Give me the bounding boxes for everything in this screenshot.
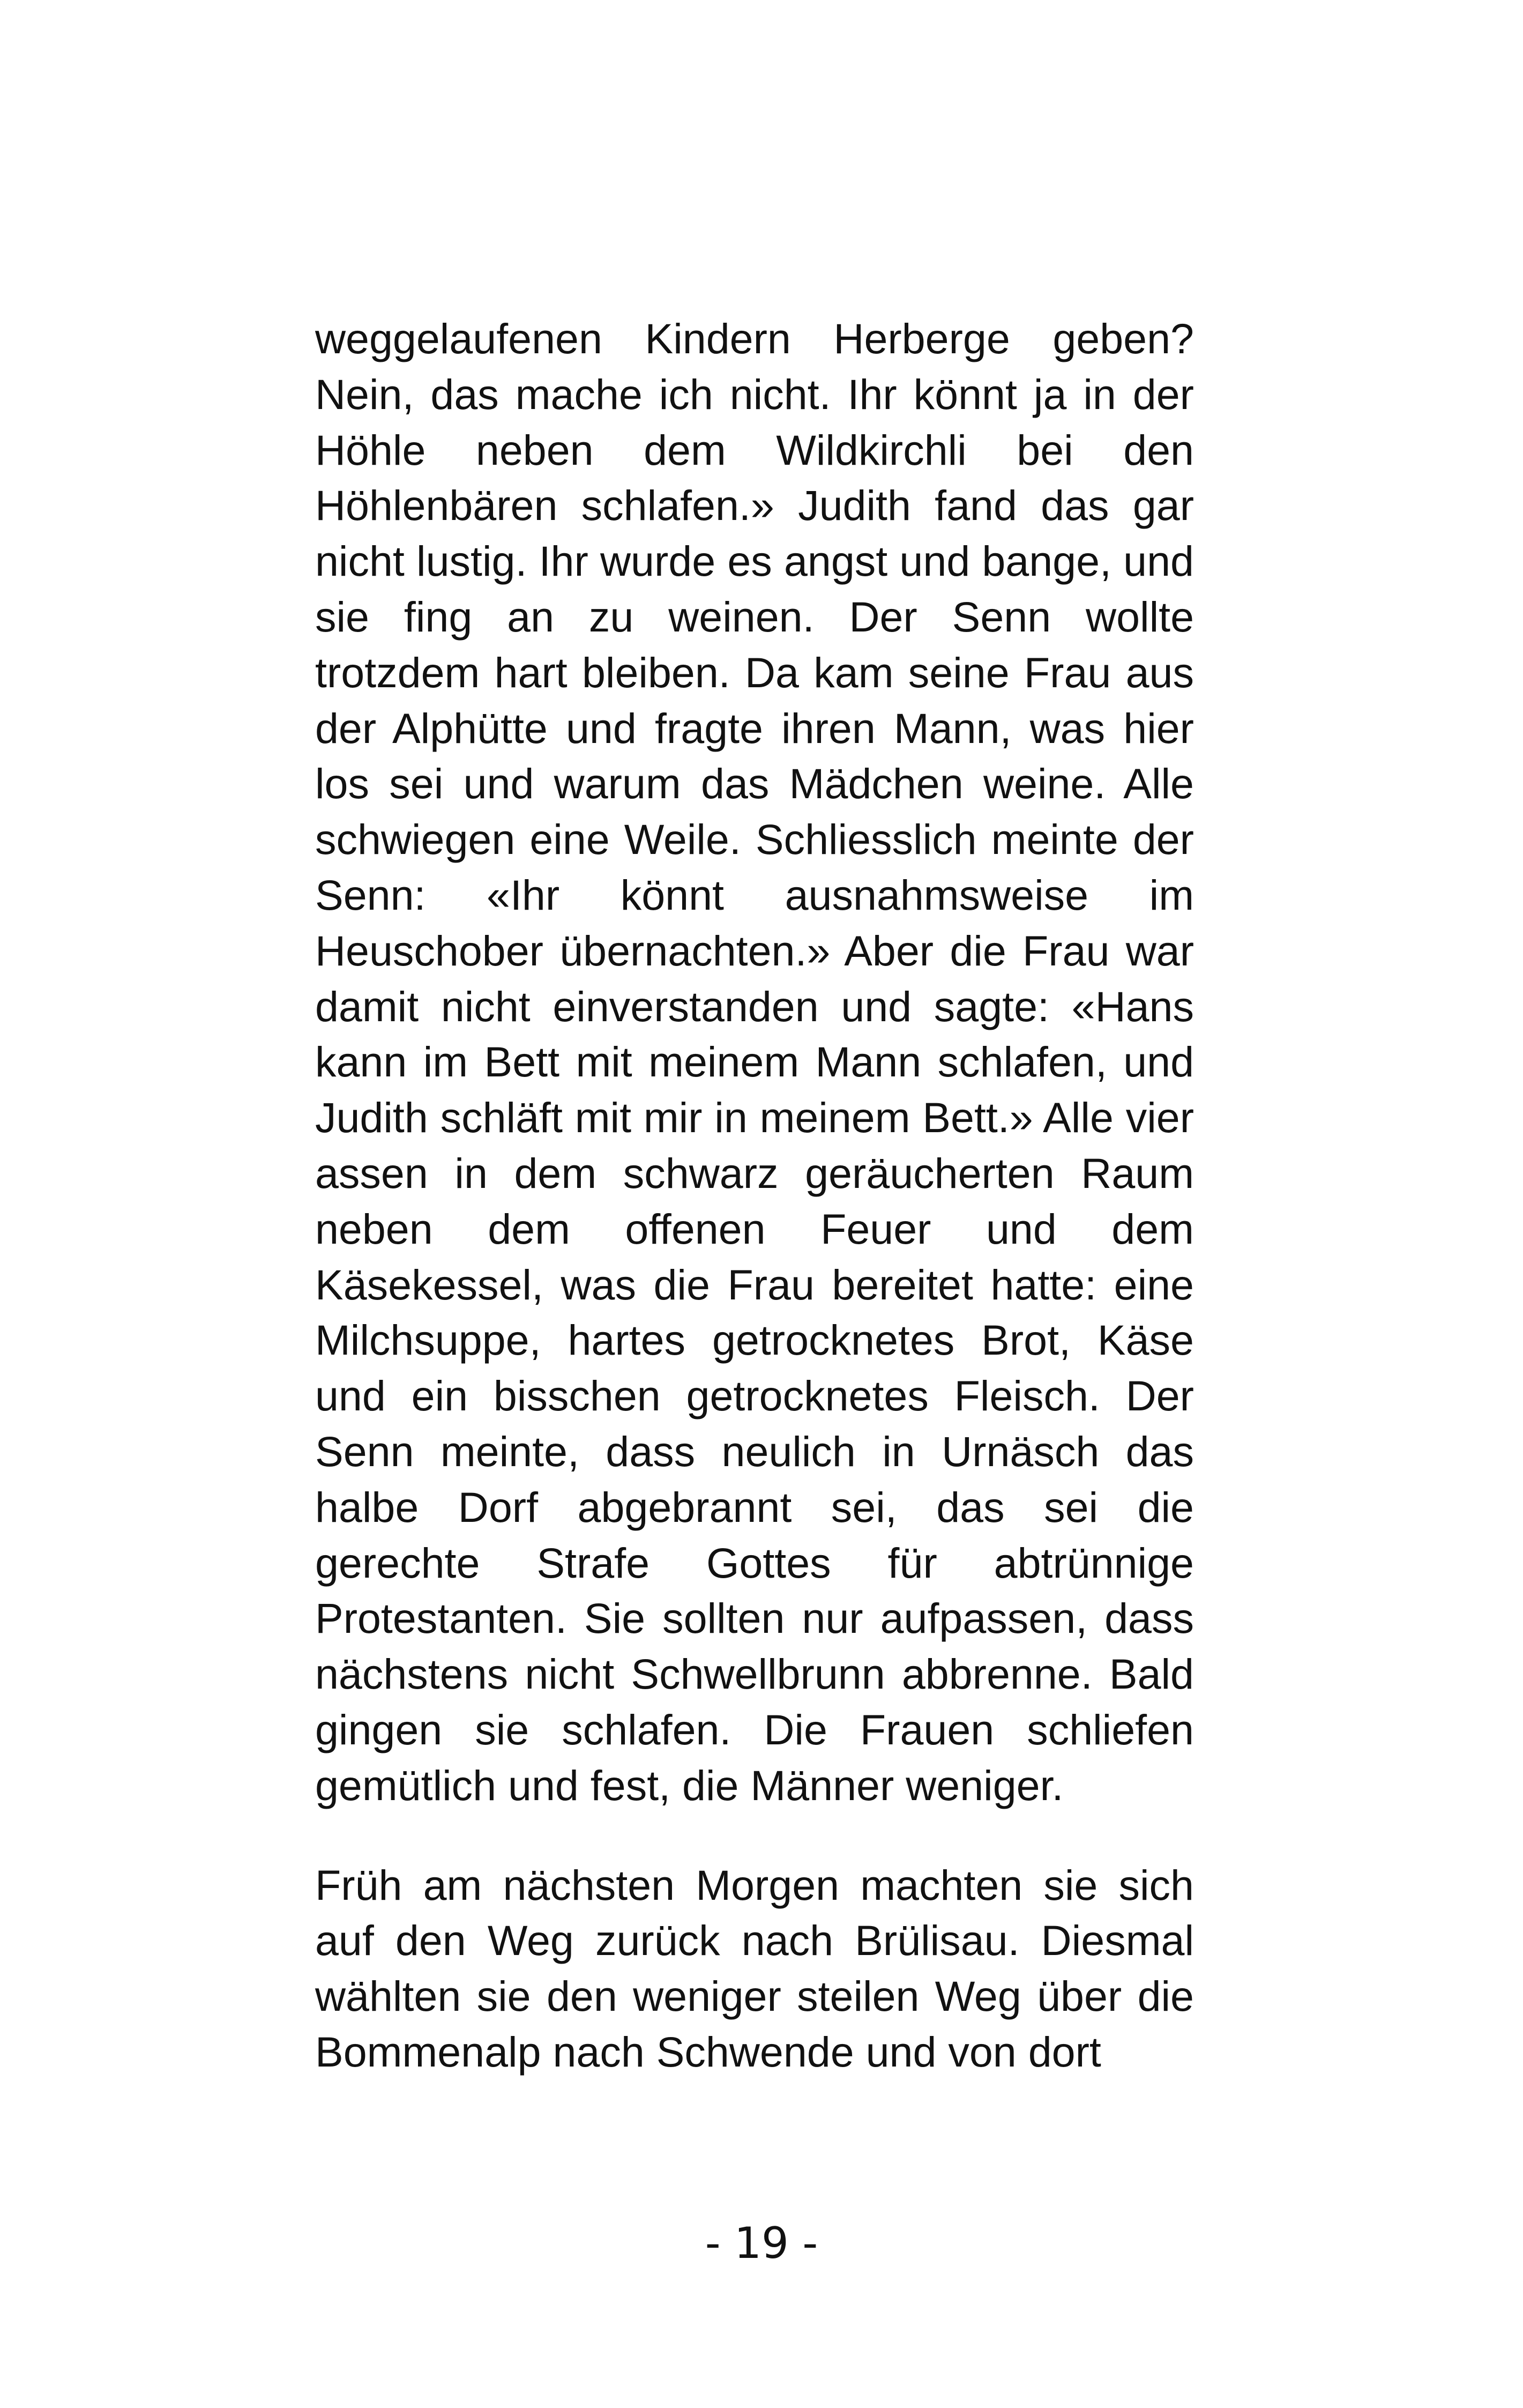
paragraph-1: weggelaufenen Kindern Herberge geben? Nein, das mache ich nicht. Ihr könnt ja in der Höhle neben dem Wildkirchli bei den Höhlenbären schlafen.» Judith fand das gar nicht lustig. Ihr wurde es angst und bange, und sie fing an zu weinen. Der Senn wollte trotzdem hart bleiben. Da kam seine Frau aus der Alphütte und fragte ihren Mann, was hier los sei und warum das Mädchen weine. Alle schwiegen eine Weile. Schliesslich meinte der Senn: «Ihr könnt ausnahmsweise im Heuschober übernachten.» Aber die Frau war damit nicht einverstanden und sagte: «Hans kann im Bett mit meinem Mann schlafen, und Judith schläft mit mir in meinem Bett.» Alle vier assen in dem schwarz geräucherten Raum neben dem offenen Feuer und dem Käsekessel, was die Frau bereitet hatte: eine Milchsuppe, hartes getrocknetes Brot, Käse und ein bisschen getrocknetes Fleisch. Der Senn meinte, dass neulich in Urnäsch das halbe Dorf abgebrannt sei, das sei die gerechte Strafe Gottes für abtrünnige Protestanten. Sie sollten nur aufpassen, dass nächstens nicht Schwellbrunn abbrenne. Bald gingen sie schlafen. Die Frauen schliefen gemütlich und fest, die Männer weniger.: [315, 315, 1194, 1809]
body-text: [315, 311, 1194, 2080]
page-number: - 19 -: [705, 2218, 818, 2268]
paragraph-2: Früh am nächsten Morgen machten sie sich auf den Weg zurück nach Brülisau. Diesmal wählten sie den weniger steilen Weg über die Bommenalp nach Schwende und von dort: [315, 1861, 1194, 2076]
